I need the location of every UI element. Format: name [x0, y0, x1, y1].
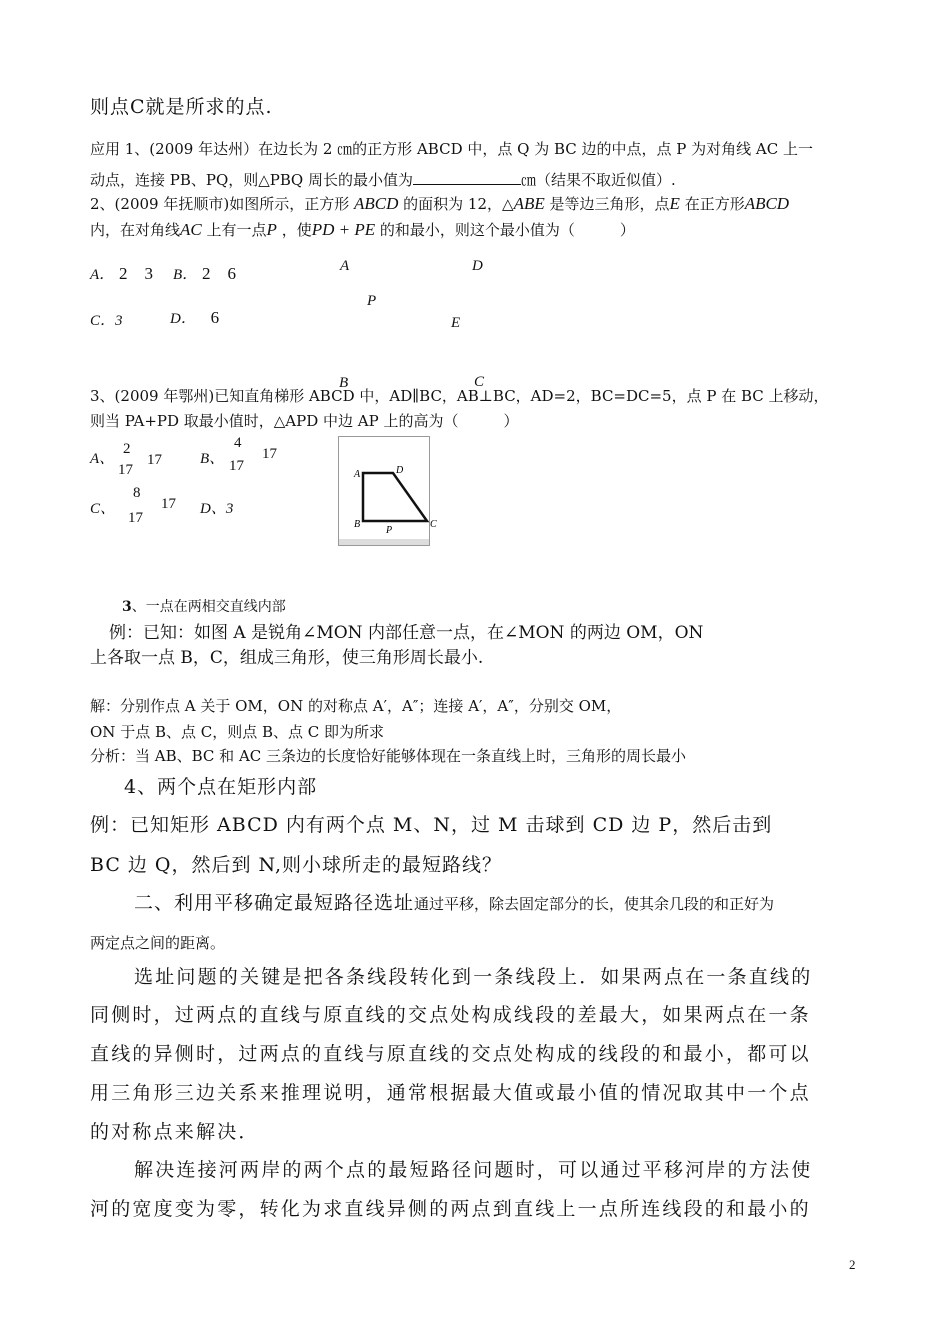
text-line-part2-next: 两定点之间的距离。	[90, 934, 226, 952]
text-line-solution-a: 解：分别作点 A 关于 OM，ON 的对称点 A′，A″；连接 A′，A″，分别交 OM，	[90, 697, 622, 715]
q2-b-part4: 的和最小，则这个最小值为（ ）	[379, 221, 635, 239]
part-2-title: 二、利用平移确定最短路径选址	[134, 892, 415, 914]
text-line-q3-a: 3、(2009 年鄂州)已知直角梯形 ABCD 中，AD∥BC，AB⊥BC，AD=2，BC=DC=5，点 P 在 BC 上移动，	[90, 387, 829, 405]
part-2-tail: 通过平移，除去固定部分的长，使其余几段的和正好为	[414, 895, 775, 913]
app1-b-pre: 动点，连接 PB、PQ，则△PBQ 周长的最小值为	[90, 171, 413, 189]
text-line-example4-b: BC 边 Q，然后到 N,则小球所走的最短路线？	[90, 854, 502, 876]
paragraph-1-line-4: 用三角形三边关系来推理说明，通常根据最大值或最小值的情况取其中一个点	[90, 1082, 811, 1104]
paragraph-1-line-1: 选址问题的关键是把各条线段转化到一条线段上．如果两点在一条直线的	[134, 966, 813, 988]
text-line-solution-b: ON 于点 B、点 C，则点 B、点 C 即为所求	[90, 723, 385, 741]
paragraph-1-line-5: 的对称点来解决．	[90, 1121, 260, 1143]
page-number: 2	[849, 1257, 856, 1272]
q2-a-part4: 在正方形	[684, 195, 745, 213]
q2-option-a[interactable]	[90, 259, 153, 284]
q2-a-part1: 2、(2009 年抚顺市)如图所示，正方形	[90, 195, 350, 213]
section-3-title: 、一点在两相交直线内部	[131, 599, 286, 615]
q2-option-a-label: A．	[90, 267, 115, 283]
q2-b-ac: AC	[180, 220, 202, 239]
q3-option-b-numerator: 4	[234, 435, 242, 451]
q3-option-c-numerator: 8	[133, 485, 141, 501]
q3-option-b-label[interactable]: B、	[200, 451, 225, 467]
q2-option-b[interactable]	[173, 259, 236, 284]
q2-a-part3: 是等边三角形，点	[549, 195, 670, 213]
paragraph-2-line-1: 解决连接河两岸的两个点的最短路径问题时，可以通过平移河岸的方法使	[134, 1159, 813, 1181]
text-line-q3-b: 则当 PA+PD 取最小值时，△APD 中边 AP 上的高为（ ）	[90, 412, 519, 430]
q3-fig-label-d: D	[396, 465, 404, 476]
trapezoid-figure	[338, 436, 437, 546]
text-line-q2-a	[90, 193, 789, 214]
q2-fig-label-p: P	[367, 293, 377, 309]
q2-b-expr: PD + PE	[311, 220, 376, 239]
q2-option-b-label: B．	[173, 267, 198, 283]
section-4-heading: 4、两个点在矩形内部	[124, 776, 318, 798]
q3-fig-label-p: P	[386, 525, 393, 536]
section-3-number: 3	[122, 599, 132, 615]
q2-a-e: E	[669, 194, 680, 213]
q2-a-abcd2: ABCD	[744, 194, 790, 213]
q3-option-d-label[interactable]: D、3	[200, 501, 234, 517]
section-3-heading	[122, 596, 286, 616]
trapezoid-drawing	[339, 437, 437, 545]
q2-a-part2: 的面积为 12，△	[403, 195, 514, 213]
q2-option-c-label: C．3	[90, 313, 123, 329]
q2-option-a-value: 2 3	[118, 264, 153, 283]
q3-option-a-numerator: 2	[123, 441, 131, 457]
q3-fig-label-a: A	[354, 469, 361, 480]
text-line-conclusion: 则点C就是所求的点.	[90, 96, 273, 118]
paragraph-1-line-3: 直线的异侧时，过两点的直线与原直线的交点处构成的线段的和最小，都可以	[90, 1043, 811, 1065]
q2-a-abcd: ABCD	[353, 194, 399, 213]
q2-fig-label-b: B	[339, 375, 349, 391]
app1-b-post: ㎝（结果不取近似值）.	[521, 171, 676, 189]
q2-option-c[interactable]	[90, 309, 123, 330]
text-line-analysis: 分析：当 AB、BC 和 AC 三条边的长度恰好能够体现在一条直线上时，三角形的周长最小	[90, 747, 687, 765]
q2-b-part2: 上有一点	[206, 221, 267, 239]
answer-blank	[413, 170, 521, 185]
q2-fig-label-c: C	[474, 374, 485, 390]
text-line-app1-b	[90, 169, 676, 190]
q2-option-b-value: 2 6	[201, 264, 236, 283]
q2-fig-label-d: D	[472, 258, 483, 274]
q3-option-c-label[interactable]: C、	[90, 501, 116, 517]
q3-option-c-radicand: 17	[161, 496, 176, 512]
q2-b-p: P	[266, 220, 277, 239]
q3-option-c-denominator: 17	[128, 510, 143, 526]
q3-fig-label-c: C	[430, 519, 437, 530]
paragraph-2-line-2: 河的宽度变为零，转化为求直线异侧的两点到直线上一点所连线段的和最小的	[90, 1198, 811, 1220]
q2-option-d[interactable]	[170, 307, 219, 328]
q2-option-d-label: D．	[170, 311, 196, 327]
q2-a-abe: ABE	[513, 194, 545, 213]
text-line-example-a: 例：已知：如图 A 是锐角∠MON 内部任意一点，在∠MON 的两边 OM，ON	[109, 623, 704, 643]
paragraph-1-line-2: 同侧时，过两点的直线与原直线的交点处构成线段的差最大，如果两点在一条	[90, 1004, 811, 1026]
text-line-app1-a: 应用 1、(2009 年达州）在边长为 2 ㎝的正方形 ABCD 中，点 Q 为 BC 边的中点，点 P 为对角线 AC 上一	[90, 140, 813, 158]
text-line-q2-b	[90, 219, 635, 240]
q3-option-a-radicand: 17	[147, 452, 162, 468]
q3-fig-label-b: B	[354, 519, 361, 530]
q2-fig-label-e: E	[451, 315, 461, 331]
q2-b-part3: ，使	[281, 221, 312, 239]
q3-option-b-denominator: 17	[229, 458, 244, 474]
text-line-example4-a: 例：已知矩形 ABCD 内有两个点 M、N，过 M 击球到 CD 边 P，然后击到	[90, 814, 773, 836]
q2-b-part1: 内，在对角线	[90, 221, 181, 239]
part-2-heading-line	[134, 888, 774, 915]
q3-option-b-radicand: 17	[262, 446, 277, 462]
text-line-example-b: 上各取一点 B，C，组成三角形，使三角形周长最小.	[90, 648, 484, 668]
q3-option-a-denominator: 17	[118, 462, 133, 478]
q2-fig-label-a: A	[340, 258, 350, 274]
q3-option-a-label[interactable]: A、	[90, 451, 115, 467]
q2-option-d-value: 6	[210, 308, 220, 327]
